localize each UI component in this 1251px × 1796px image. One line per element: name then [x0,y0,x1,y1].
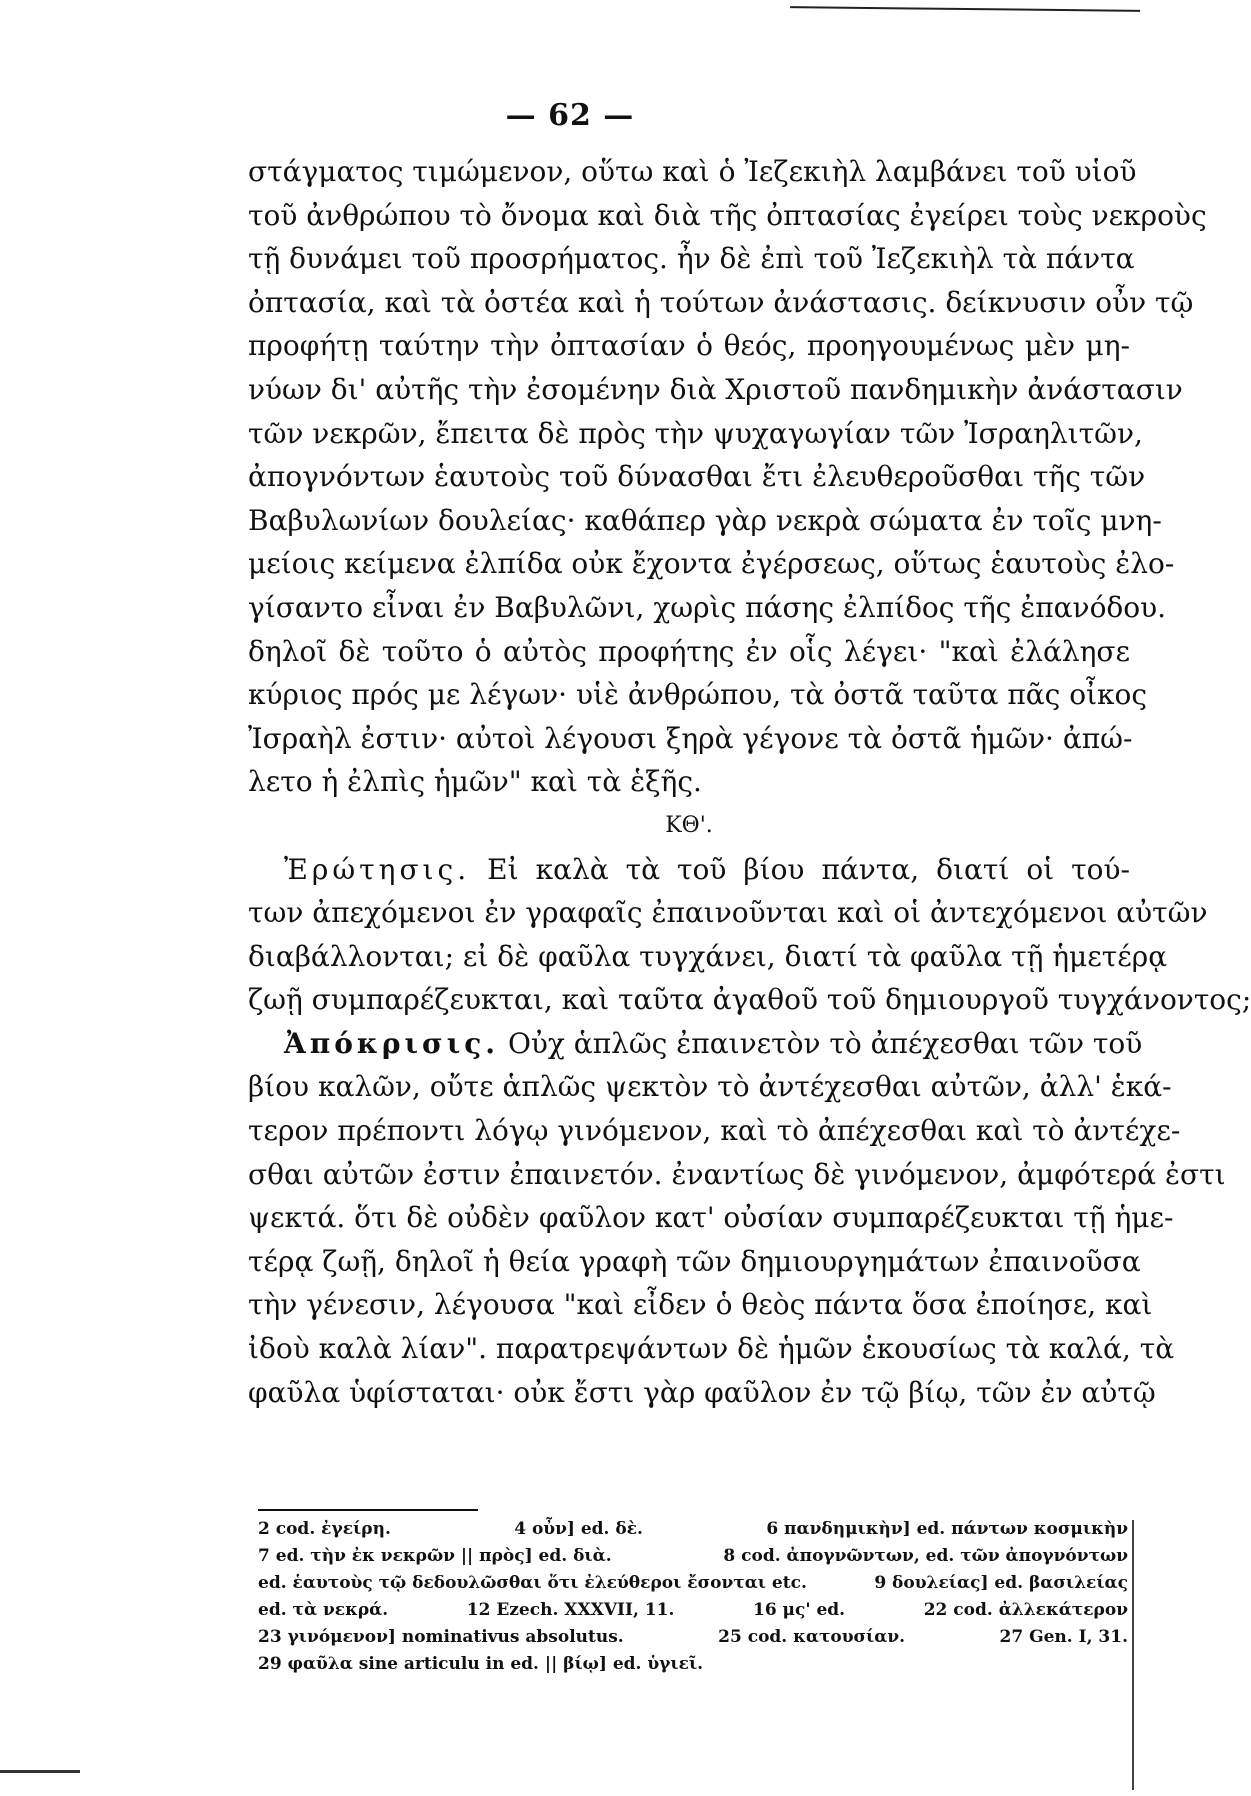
footnote-line [258,1651,1128,1678]
footnote-entry: 9 δουλείας] ed. βασιλείας [874,1573,1128,1593]
footnote-entry: 23 γινόμενον] nominativus absolutus. [258,1627,624,1647]
body-paragraph [248,150,1207,804]
footnote-entry: 12 Ezech. XXXVII, 11. [466,1600,675,1620]
text-line: των ἀπεχόμενοι ἐν γραφαῖς ἐπαινοῦνται καὶ οἱ ἀντεχόμενοι αὐτῶν [248,896,1208,930]
scan-edge-mark-right [1132,1520,1134,1790]
text-line: κύριος πρός με λέγων· υἱὲ ἀνθρώπου, τὰ ὀστᾶ ταῦτα πᾶς οἶκος [248,678,1148,712]
text-line: δηλοῖ δὲ τοῦτο ὁ αὐτὸς προφήτης ἐν οἷς λέγει· "καὶ ἐλάλησε [248,634,1130,668]
text-line: τέρᾳ ζωῇ, δηλοῖ ἡ θεία γραφὴ τῶν δημιουργημάτων ἐπαινοῦσα [248,1244,1141,1278]
text-line: φαῦλα ὑφίσταται· οὐκ ἔστι γὰρ φαῦλον ἐν τῷ βίῳ, τῶν ἐν αὐτῷ [248,1375,1156,1409]
footnote-entry: 2 cod. ἐγείρη. [258,1519,391,1539]
footnote-line [258,1570,1128,1597]
footnote-divider [258,1509,478,1511]
footnote-entry: 7 ed. τὴν ἐκ νεκρῶν || πρὸς] ed. διὰ. [258,1546,612,1566]
scan-border-line [790,6,1140,26]
footnote-entry: 4 οὖν] ed. δὲ. [514,1519,643,1539]
footnote-entry: 25 cod. κατουσίαν. [718,1627,906,1647]
footnote-line [258,1624,1128,1651]
text-line: προφήτῃ ταύτην τὴν ὀπτασίαν ὁ θεός, προηγουμένως μὲν μη- [248,329,1130,363]
footnote-entry: 27 Gen. I, 31. [999,1627,1128,1647]
text-line: ἀπογνόντων ἑαυτοὺς τοῦ δύνασθαι ἔτι ἐλευθεροῦσθαι τῆς τῶν [248,460,1146,494]
main-text [248,150,1251,1414]
answer-text: Οὐχ ἁπλῶς ἐπαινετὸν τὸ ἀπέχεσθαι τῶν τοῦ [507,1026,1143,1060]
footnote-line [258,1543,1128,1570]
text-line: ζωῇ συμπαρέζευκται, καὶ ταῦτα ἀγαθοῦ τοῦ δημιουργοῦ τυγχάνοντος; [248,983,1251,1017]
footnote-entry: 16 μς' ed. [752,1600,846,1620]
section-heading: ΚΘ'. [665,812,713,838]
footnote-entry: 8 cod. ἀπογνῶντων, ed. τῶν ἀπογνόντων [723,1546,1128,1566]
answer-label: Ἀπόκρισις. [284,1026,500,1060]
answer-paragraph [248,1065,1226,1414]
footnote-entry: 6 πανδημικὴν] ed. πάντων κοσμικὴν [766,1519,1128,1539]
question-label: Ἐρώτησις. [284,852,471,886]
footnotes [258,1516,1128,1678]
page-number: — 62 — [505,98,635,133]
text-line: νύων δι' αὐτῆς τὴν ἐσομένην διὰ Χριστοῦ πανδημικὴν ἀνάστασιν [248,372,1183,406]
text-line: ψεκτά. ὅτι δὲ οὐδὲν φαῦλον κατ' οὐσίαν συμπαρέζευκται τῇ ἡμε- [248,1201,1174,1235]
scan-edge-mark [0,1770,80,1773]
text-line: Ἰσραὴλ ἐστιν· αὐτοὶ λέγουσι ξηρὰ γέγονε τὰ ὀστᾶ ἡμῶν· ἀπώ- [248,721,1133,755]
footnote-entry: 22 cod. ἀλλεκάτερον [923,1600,1128,1620]
text-line: τῇ δυνάμει τοῦ προσρήματος. ἦν δὲ ἐπὶ τοῦ Ἰεζεκιὴλ τὰ πάντα [248,242,1135,276]
question-first-line [248,848,1130,892]
text-line: Βαβυλωνίων δουλείας· καθάπερ γὰρ νεκρὰ σώματα ἐν τοῖς μνη- [248,503,1162,537]
text-line: ὀπτασία, καὶ τὰ ὀστέα καὶ ἡ τούτων ἀνάστασις. δείκνυσιν οὖν τῷ [248,285,1194,319]
text-line: βίου καλῶν, οὔτε ἁπλῶς ψεκτὸν τὸ ἀντέχεσθαι αὐτῶν, ἀλλ' ἑκά- [248,1070,1172,1104]
text-line: διαβάλλονται; εἰ δὲ φαῦλα τυγχάνει, διατί τὰ φαῦλα τῇ ἡμετέρᾳ [248,939,1168,973]
text-line: γίσαντο εἶναι ἐν Βαβυλῶνι, χωρὶς πάσης ἐλπίδος τῆς ἐπανόδου. [248,590,1167,624]
question-text: Εἰ καλὰ τὰ τοῦ βίου πάντα, διατί οἱ τού- [487,852,1130,886]
text-line: μείοις κείμενα ἐλπίδα οὐκ ἔχοντα ἐγέρσεως, οὕτως ἑαυτοὺς ἐλο- [248,547,1175,581]
text-line: τὴν γένεσιν, λέγουσα "καὶ εἶδεν ὁ θεὸς πάντα ὅσα ἐποίησε, καὶ [248,1288,1153,1322]
answer-first-line [248,1022,1143,1066]
text-line: λετο ἡ ἐλπὶς ἡμῶν" καὶ τὰ ἑξῆς. [248,765,702,799]
text-line: τερον πρέποντι λόγῳ γινόμενον, καὶ τὸ ἀπέχεσθαι καὶ τὸ ἀντέχε- [248,1114,1181,1148]
text-line: στάγματος τιμώμενον, οὕτω καὶ ὁ Ἰεζεκιὴλ λαμβάνει τοῦ υἱοῦ [248,155,1137,188]
footnote-line [258,1516,1128,1543]
text-line: τοῦ ἀνθρώπου τὸ ὄνομα καὶ διὰ τῆς ὀπτασίας ἐγείρει τοὺς νεκροὺς [248,198,1207,232]
text-line: ἰδοὺ καλὰ λίαν". παρατρεψάντων δὲ ἡμῶν ἑκουσίως τὰ καλά, τὰ [248,1332,1175,1366]
footnote-entry: ed. ἑαυτοὺς τῷ δεδουλῶσθαι ὅτι ἐλεύθεροι ἔσονται etc. [258,1573,807,1593]
footnote-entry: 29 φαῦλα sine articulu in ed. || βίῳ] ed. ὑγιεῖ. [258,1654,704,1674]
footnote-line [258,1597,1128,1624]
text-line: σθαι αὐτῶν ἐστιν ἐπαινετόν. ἐναντίως δὲ γινόμενον, ἀμφότερά ἐστι [248,1157,1226,1191]
text-line: τῶν νεκρῶν, ἔπειτα δὲ πρὸς τὴν ψυχαγωγίαν τῶν Ἰσραηλιτῶν, [248,416,1143,450]
question-paragraph [248,891,1251,1022]
footnote-entry: ed. τὰ νεκρά. [258,1600,389,1620]
